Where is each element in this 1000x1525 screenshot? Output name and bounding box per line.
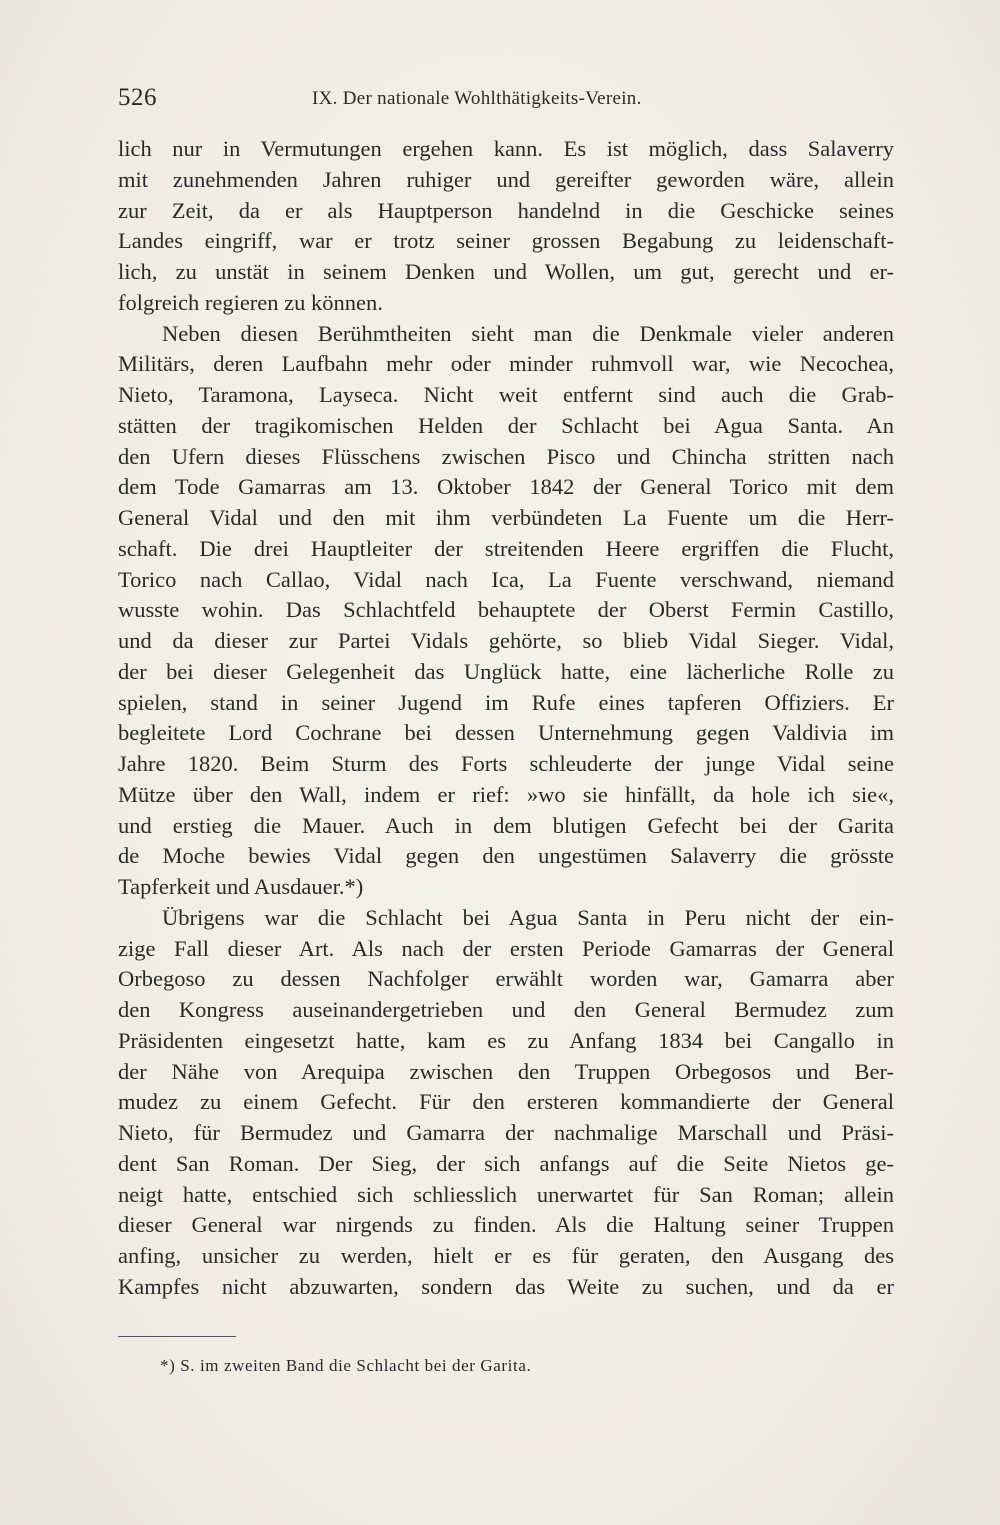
- text-line: Übrigens war die Schlacht bei Agua Santa in Peru nicht der ein-: [162, 904, 894, 930]
- text-line: der Nähe von Arequipa zwischen den Truppen Orbegosos und Ber-: [118, 1058, 894, 1084]
- text-line: mudez zu einem Gefecht. Für den ersteren kommandierte der General: [118, 1089, 894, 1115]
- text-line: Jahre 1820. Beim Sturm des Forts schleuderte der junge Vidal seine: [118, 751, 894, 776]
- text-line: Torico nach Callao, Vidal nach Ica, La Fuente verschwand, niemand: [118, 566, 894, 592]
- text-line: de Moche bewies Vidal gegen den ungestümen Salaverry die grösste: [118, 843, 894, 869]
- text-line: lich, zu unstät in seinem Denken und Wollen, um gut, gerecht und er-: [118, 259, 894, 284]
- page-header: [118, 84, 894, 118]
- text-line: anfing, unsicher zu werden, hielt er es für geraten, den Ausgang des: [118, 1243, 894, 1268]
- text-line: Militärs, deren Laufbahn mehr oder minder ruhmvoll war, wie Necochea,: [118, 351, 894, 377]
- text-line: zige Fall dieser Art. Als nach der ersten Periode Gamarras der General: [118, 935, 894, 961]
- footnote-divider: [118, 1336, 236, 1337]
- footnote: *) S. im zweiten Band die Schlacht bei der Garita.: [160, 1356, 532, 1375]
- running-head: IX. Der nationale Wohlthätigkeits-Verein.: [312, 88, 642, 109]
- text-line: zur Zeit, da er als Hauptperson handelnd in die Geschicke seines: [118, 197, 894, 223]
- text-line: mit zunehmenden Jahren ruhiger und gereifter geworden wäre, allein: [118, 166, 894, 192]
- text-line: Neben diesen Berühmtheiten sieht man die Denkmale vieler anderen: [162, 320, 894, 346]
- text-line: lich nur in Vermutungen ergehen kann. Es ist möglich, dass Salaverry: [118, 136, 894, 161]
- text-line: dieser General war nirgends zu finden. Als die Haltung seiner Truppen: [118, 1212, 894, 1238]
- body-text: [118, 134, 894, 1303]
- text-line: Tapferkeit und Ausdauer.*): [118, 874, 364, 899]
- text-line: Präsidenten eingesetzt hatte, kam es zu Anfang 1834 bei Cangallo in: [118, 1027, 894, 1053]
- text-line: Nieto, für Bermudez und Gamarra der nachmalige Marschall und Präsi-: [118, 1120, 894, 1145]
- text-line: spielen, stand in seiner Jugend im Rufe eines tapferen Offiziers. Er: [118, 689, 894, 715]
- text-line: Landes eingriff, war er trotz seiner grossen Begabung zu leidenschaft-: [118, 228, 894, 254]
- text-line: begleitete Lord Cochrane bei dessen Unternehmung gegen Valdivia im: [118, 720, 894, 746]
- text-line: Mütze über den Wall, indem er rief: »wo sie hinfällt, da hole ich sie«,: [118, 781, 894, 807]
- text-line: und erstieg die Mauer. Auch in dem blutigen Gefecht bei der Garita: [118, 812, 894, 838]
- text-line: Kampfes nicht abzuwarten, sondern das Weite zu suchen, und da er: [118, 1273, 894, 1299]
- text-line: wusste wohin. Das Schlachtfeld behauptete der Oberst Fermin Castillo,: [118, 597, 894, 623]
- text-line: stätten der tragikomischen Helden der Schlacht bei Agua Santa. An: [118, 412, 894, 438]
- text-line: der bei dieser Gelegenheit das Unglück hatte, eine lächerliche Rolle zu: [118, 658, 894, 684]
- text-line: und da dieser zur Partei Vidals gehörte, so blieb Vidal Sieger. Vidal,: [118, 628, 894, 653]
- text-line: folgreich regieren zu können.: [118, 289, 383, 315]
- text-line: General Vidal und den mit ihm verbündeten La Fuente um die Herr-: [118, 505, 894, 530]
- text-line: Orbegoso zu dessen Nachfolger erwählt worden war, Gamarra aber: [118, 966, 894, 992]
- text-line: dem Tode Gamarras am 13. Oktober 1842 der General Torico mit dem: [118, 474, 894, 500]
- text-line: neigt hatte, entschied sich schliesslich unerwartet für San Roman; allein: [118, 1181, 894, 1207]
- page-number: 526: [118, 84, 157, 111]
- text-line: dent San Roman. Der Sieg, der sich anfangs auf die Seite Nietos ge-: [118, 1150, 894, 1176]
- text-line: den Ufern dieses Flüsschens zwischen Pisco und Chincha stritten nach: [118, 443, 894, 469]
- text-line: schaft. Die drei Hauptleiter der streitenden Heere ergriffen die Flucht,: [118, 535, 894, 561]
- text-line: den Kongress auseinandergetrieben und den General Bermudez zum: [118, 997, 894, 1022]
- text-line: Nieto, Taramona, Layseca. Nicht weit entfernt sind auch die Grab-: [118, 382, 894, 407]
